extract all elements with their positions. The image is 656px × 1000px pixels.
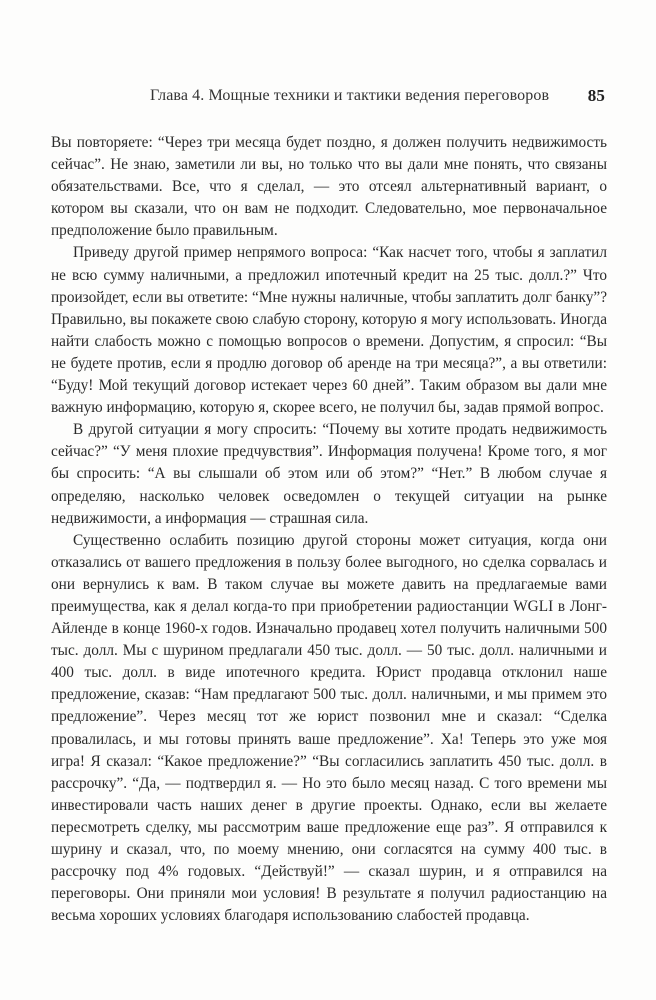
page-number: 85 (587, 86, 605, 105)
running-header (150, 87, 605, 109)
paragraph: Существенно ослабить позицию другой стороны может ситуация, когда они отказались от вашего предложения в пользу более выгодного, но сделка сорвалась и они вернулись к вам. В таком случае вы можете давить на предлагаемые вами преимущества, как я делал когда-то при приобретении радиостанции WGLI в Лонг-Айленде в конце 1960-х годов. Изначально продавец хотел получить наличными 500 тыс. долл. Мы с шурином предлагали 450 тыс. долл. — 50 тыс. долл. наличными и 400 тыс. долл. в виде ипотечного кредита. Юрист продавца отклонил наше предложение, сказав: “Нам предлагают 500 тыс. долл. наличными, и мы примем это предложение”. Через месяц тот же юрист позвонил мне и сказал: “Сделка провалилась, и мы готовы принять ваше предложение”. Ха! Теперь это уже моя игра! Я сказал: “Какое предложение?” “Вы согласились заплатить 450 тыс. долл. в рассрочку”. “Да, — подтвердил я. — Но это было месяц назад. С того времени мы инвестировали часть наших денег в другие проекты. Однако, если вы желаете пересмотреть сделку, мы рассмотрим ваше предложение еще раз”. Я отправился к шурину и сказал, что, по моему мнению, они согласятся на сумму 400 тыс. в рассрочку под 4% годовых. “Действуй!” — сказал шурин, и я отправился на переговоры. Они приняли мои условия! В результате я получил радиостанцию на весьма хороших условиях благодаря использованию слабостей продавца. (51, 531, 607, 925)
chapter-title: Глава 4. Мощные техники и тактики ведения переговоров (150, 87, 550, 104)
paragraph: Вы повторяете: “Через три месяца будет поздно, я должен получить недвижимость сейчас”. Не знаю, заметили ли вы, но только что вы дали мне понять, что связаны обязательствами. Все, что я сделал, — это отсеял альтернативный вариант, о котором вы сказали, что он вам не подходит. Следовательно, мое первоначальное предположение было правильным. (51, 134, 607, 240)
body-text (51, 132, 607, 927)
paragraph: Приведу другой пример непрямого вопроса: “Как насчет того, чтобы я заплатил не всю сумму наличными, а предложил ипотечный кредит на 25 тыс. долл.?” Что произойдет, если вы ответите: “Мне нужны наличные, чтобы заплатить долг банку”? Правильно, вы покажете свою слабую сторону, которую я могу использовать. Иногда найти слабость можно с помощью вопросов о времени. Допустим, я спросил: “Вы не будете против, если я продлю договор об аренде на три месяца?”, а вы ответили: “Буду! Мой текущий договор истекает через 60 дней”. Таким образом вы дали мне важную информацию, которую я, скорее всего, не получил бы, задав прямой вопрос. (51, 244, 607, 417)
paragraph: В другой ситуации я могу спросить: “Почему вы хотите продать недвижимость сейчас?” “У меня плохие предчувствия”. Информация получена! Кроме того, я мог бы спросить: “А вы слышали об этом или об этом?” “Нет.” В любом случае я определяю, насколько человек осведомлен о текущей ситуации на рынке недвижимости, а информация — страшная сила. (51, 421, 607, 527)
